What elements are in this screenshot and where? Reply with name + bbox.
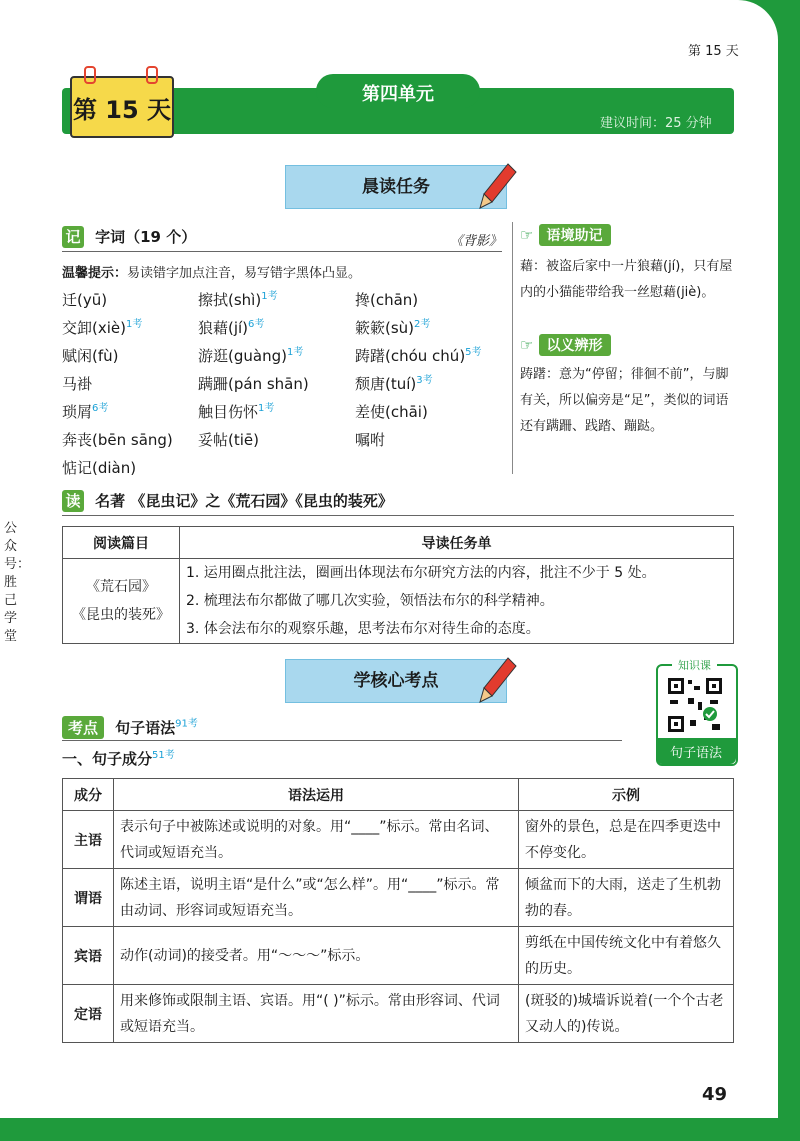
word-item <box>62 426 192 454</box>
core-banner: 学核心考点 <box>285 659 507 703</box>
hand-pointer-icon: ☞ <box>520 336 534 354</box>
sidebar-watermark: 公众号：胜己学堂 <box>4 521 31 644</box>
exam-count-sup: 5考 <box>465 347 482 358</box>
word-text: 簌簌(sù) <box>355 319 415 337</box>
meaning-header <box>520 334 611 356</box>
reading-label: 名著 《昆虫记》之《荒石园》《昆虫的装死》 <box>95 492 393 510</box>
word-item <box>198 398 348 426</box>
divider <box>62 515 734 516</box>
word-item <box>62 314 192 342</box>
word-text: 妥帖(tiē) <box>198 431 259 449</box>
word-item <box>62 286 192 314</box>
word-column-1 <box>62 286 192 482</box>
word-item <box>198 426 348 454</box>
exam-count-sup: 1考 <box>258 403 275 414</box>
grammar-th: 语法运用 <box>114 779 519 811</box>
grammar-component: 定语 <box>63 985 114 1043</box>
word-item <box>355 370 505 398</box>
qr-code-icon[interactable] <box>666 676 724 734</box>
grammar-table <box>62 778 734 1043</box>
grammar-usage: 陈述主语，说明主语“是什么”或“怎么样”。用“____”标示。常由动词、形容词或短语充当。 <box>114 869 519 927</box>
hand-pointer-icon: ☞ <box>520 226 534 244</box>
exam-count-sup: 1考 <box>286 347 304 358</box>
reading-header <box>62 490 393 512</box>
suggest-time: 建议时间：25 分钟 <box>600 116 712 131</box>
word-column-2 <box>198 286 348 454</box>
exam-label-sup: 91考 <box>175 718 198 730</box>
word-text: 触目伤怀 <box>198 403 259 421</box>
word-item <box>355 314 505 342</box>
page-number: 49 <box>702 1084 728 1105</box>
exam-count-sup: 1考 <box>261 291 278 302</box>
grammar-component: 主语 <box>63 811 114 869</box>
reading-th-1: 阅读篇目 <box>63 527 180 559</box>
exam-count-sup: 6考 <box>92 403 109 414</box>
word-item <box>198 370 348 398</box>
word-column-3 <box>355 286 505 454</box>
exam-label: 句子语法 <box>115 719 176 737</box>
task-item: 2. 梳理法布尔都做了哪几次实验，领悟法布尔的科学精神。 <box>186 593 554 609</box>
word-text: 踌躇(chóu chú) <box>355 347 466 365</box>
qr-bottom-label: 句子语法 <box>669 746 722 761</box>
grammar-example: 剪纸在中国传统文化中有着悠久的历史。 <box>519 927 734 985</box>
word-text: 琐屑 <box>62 403 93 421</box>
word-text: 游逛(guàng) <box>198 347 287 365</box>
word-text: 狼藉(jí) <box>198 319 249 337</box>
context-title: 语境助记 <box>539 224 611 246</box>
tip-line <box>62 262 361 281</box>
task-item: 1. 运用圈点批注法，圈画出体现法布尔研究方法的内容，批注不少于 5 处。 <box>186 565 656 581</box>
exam-tag: 考点 <box>62 716 104 739</box>
word-item <box>355 286 505 314</box>
exam-count-sup: 3考 <box>416 375 433 386</box>
calendar-ring-icon <box>84 66 96 84</box>
qr-top-label: 知识课 <box>672 657 717 673</box>
word-text: 蹒跚(pán shān) <box>198 375 309 393</box>
column-divider <box>512 222 513 474</box>
meaning-text: 踌躇：意为“停留；徘徊不前”，与脚有关，所以偏旁是“足”，类似的词语还有蹒跚、践踏、蹦跶。 <box>520 367 729 434</box>
reading-table <box>62 526 734 644</box>
grammar-example: (斑驳的)城墙诉说着(一个个古老又动人的)传说。 <box>519 985 734 1043</box>
calendar-ring-icon <box>146 66 158 84</box>
exam-count-sup: 2考 <box>414 319 431 330</box>
words-label: 字词（19 个） <box>95 228 197 246</box>
reading-th-2: 导读任务单 <box>180 527 734 559</box>
word-item <box>198 314 348 342</box>
word-item <box>355 398 505 426</box>
reading-books <box>63 559 180 644</box>
grammar-th: 示例 <box>519 779 734 811</box>
morning-banner: 晨读任务 <box>285 165 507 209</box>
context-header <box>520 224 611 246</box>
word-item <box>62 370 192 398</box>
word-text: 嘱咐 <box>355 431 386 449</box>
word-text: 差使(chāi) <box>355 403 428 421</box>
record-tag: 记 <box>62 226 84 248</box>
divider <box>62 740 622 741</box>
grammar-usage: 动作(动词)的接受者。用“～～～”标示。 <box>114 927 519 985</box>
word-text: 搀(chān) <box>355 291 419 309</box>
pencil-icon <box>478 162 518 210</box>
word-text: 擦拭(shì) <box>198 291 262 309</box>
unit-title: 第四单元 <box>362 84 434 105</box>
section-title-wrap <box>62 748 175 769</box>
word-text: 奔丧(bēn sāng) <box>62 431 173 449</box>
grammar-usage: 表示句子中被陈述或说明的对象。用“____”标示。常由名词、代词或短语充当。 <box>114 811 519 869</box>
book-title: 《荒石园》 <box>86 579 156 595</box>
read-tag: 读 <box>62 490 84 512</box>
word-text: 迁(yū) <box>62 291 108 309</box>
words-header <box>62 226 196 248</box>
word-item <box>355 342 505 370</box>
grammar-example: 窗外的景色，总是在四季更迭中不停变化。 <box>519 811 734 869</box>
exam-header <box>62 716 198 739</box>
divider <box>62 251 502 252</box>
tip-label: 温馨提示： <box>62 266 128 281</box>
words-source: 《背影》 <box>450 234 503 249</box>
context-text: 藉：被盗后家中一片狼藉(jí)，只有屋内的小猫能带给我一丝慰藉(jiè)。 <box>520 259 733 300</box>
section-sup: 51考 <box>152 750 175 761</box>
word-item <box>62 342 192 370</box>
day-badge-text: 第 15 天 <box>72 96 172 124</box>
word-item <box>198 286 348 314</box>
grammar-th: 成分 <box>63 779 114 811</box>
word-text: 惦记(diàn) <box>62 459 137 477</box>
day-corner-label: 第 15 天 <box>688 44 739 59</box>
word-text: 交卸(xiè) <box>62 319 126 337</box>
tip-text: 易读错字加点注音，易写错字黑体凸显。 <box>127 266 362 281</box>
exam-count-sup: 6考 <box>248 319 265 330</box>
pencil-icon <box>478 656 518 704</box>
word-text: 颓唐(tuí) <box>355 375 417 393</box>
grammar-component: 谓语 <box>63 869 114 927</box>
word-text: 赋闲(fù) <box>62 347 119 365</box>
grammar-usage: 用来修饰或限制主语、宾语。用“( )”标示。常由形容词、代词或短语充当。 <box>114 985 519 1043</box>
grammar-component: 宾语 <box>63 927 114 985</box>
exam-count-sup: 1考 <box>125 319 143 330</box>
book-title: 《昆虫的装死》 <box>72 607 170 623</box>
word-item <box>198 342 348 370</box>
word-item <box>355 426 505 454</box>
meaning-title: 以义辨形 <box>539 334 611 356</box>
section-title: 一、句子成分 <box>62 750 153 768</box>
word-item <box>62 398 192 426</box>
word-item <box>62 454 192 482</box>
reading-tasks <box>180 559 734 644</box>
task-item: 3. 体会法布尔的观察乐趣，思考法布尔对待生命的态度。 <box>186 621 540 637</box>
grammar-example: 倾盆而下的大雨，送走了生机勃勃的春。 <box>519 869 734 927</box>
word-text: 马褂 <box>62 375 93 393</box>
